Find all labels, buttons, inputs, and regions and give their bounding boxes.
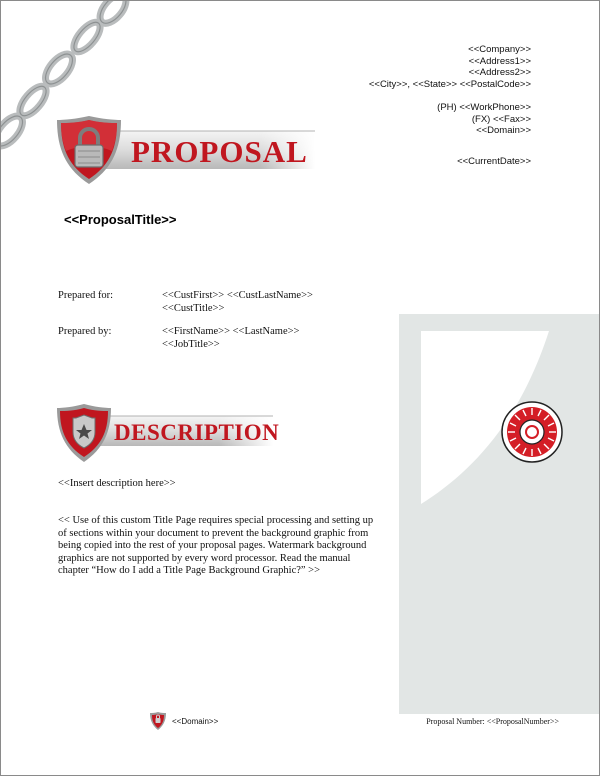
description-body: << Use of this custom Title Page requires special processing and setting up of sections within your document to prevent the background graphic from being copied into the rest of your proposal pages. Watermark background graphics are not supported by every word processor. Read the manual chapter “How do I add a Title Page Background Graphic?” >> — [58, 515, 374, 577]
domain-field: <<Domain>> — [476, 125, 531, 136]
address1-field: <<Address1>> — [468, 55, 531, 67]
shield-logo-icon — [149, 711, 167, 731]
prepared-by-label: Prepared by: — [58, 326, 112, 337]
footer-domain-field: <<Domain>> — [172, 717, 219, 726]
description-heading: DESCRIPTION — [114, 420, 280, 445]
work-phone-field: (PH) <<WorkPhone>> — [437, 102, 531, 113]
prepared-by-value — [162, 326, 299, 351]
prepared-for-value — [162, 290, 313, 315]
current-date-field: <<CurrentDate>> — [457, 156, 531, 167]
proposal-heading: PROPOSAL — [131, 134, 308, 169]
city-state-postal-field: <<City>>, <<State>> <<PostalCode>> — [368, 78, 531, 90]
prepared-for-label: Prepared for: — [58, 290, 114, 301]
address2-field: <<Address2>> — [468, 67, 531, 78]
company-field: <<Company>> — [468, 44, 531, 55]
author-name-field: <<FirstName>> <<LastName>> — [162, 326, 300, 337]
fax-field: (FX) <<Fax>> — [471, 113, 531, 125]
proposal-title-field: <<ProposalTitle>> — [64, 212, 177, 227]
author-title-field: <<JobTitle>> — [162, 338, 220, 350]
police-badge-shield-icon — [54, 402, 114, 464]
safe-dial-icon — [500, 400, 564, 464]
customer-title-field: <<CustTitle>> — [162, 302, 225, 314]
footer-proposal-number: Proposal Number: <<ProposalNumber>> — [426, 717, 559, 726]
description-placeholder: <<Insert description here>> — [58, 478, 176, 489]
customer-name-field: <<CustFirst>> <<CustLastName>> — [162, 290, 313, 301]
padlock-shield-icon — [54, 113, 124, 187]
side-panel — [399, 314, 599, 714]
contact-block — [437, 102, 531, 137]
company-address-block — [369, 44, 531, 90]
